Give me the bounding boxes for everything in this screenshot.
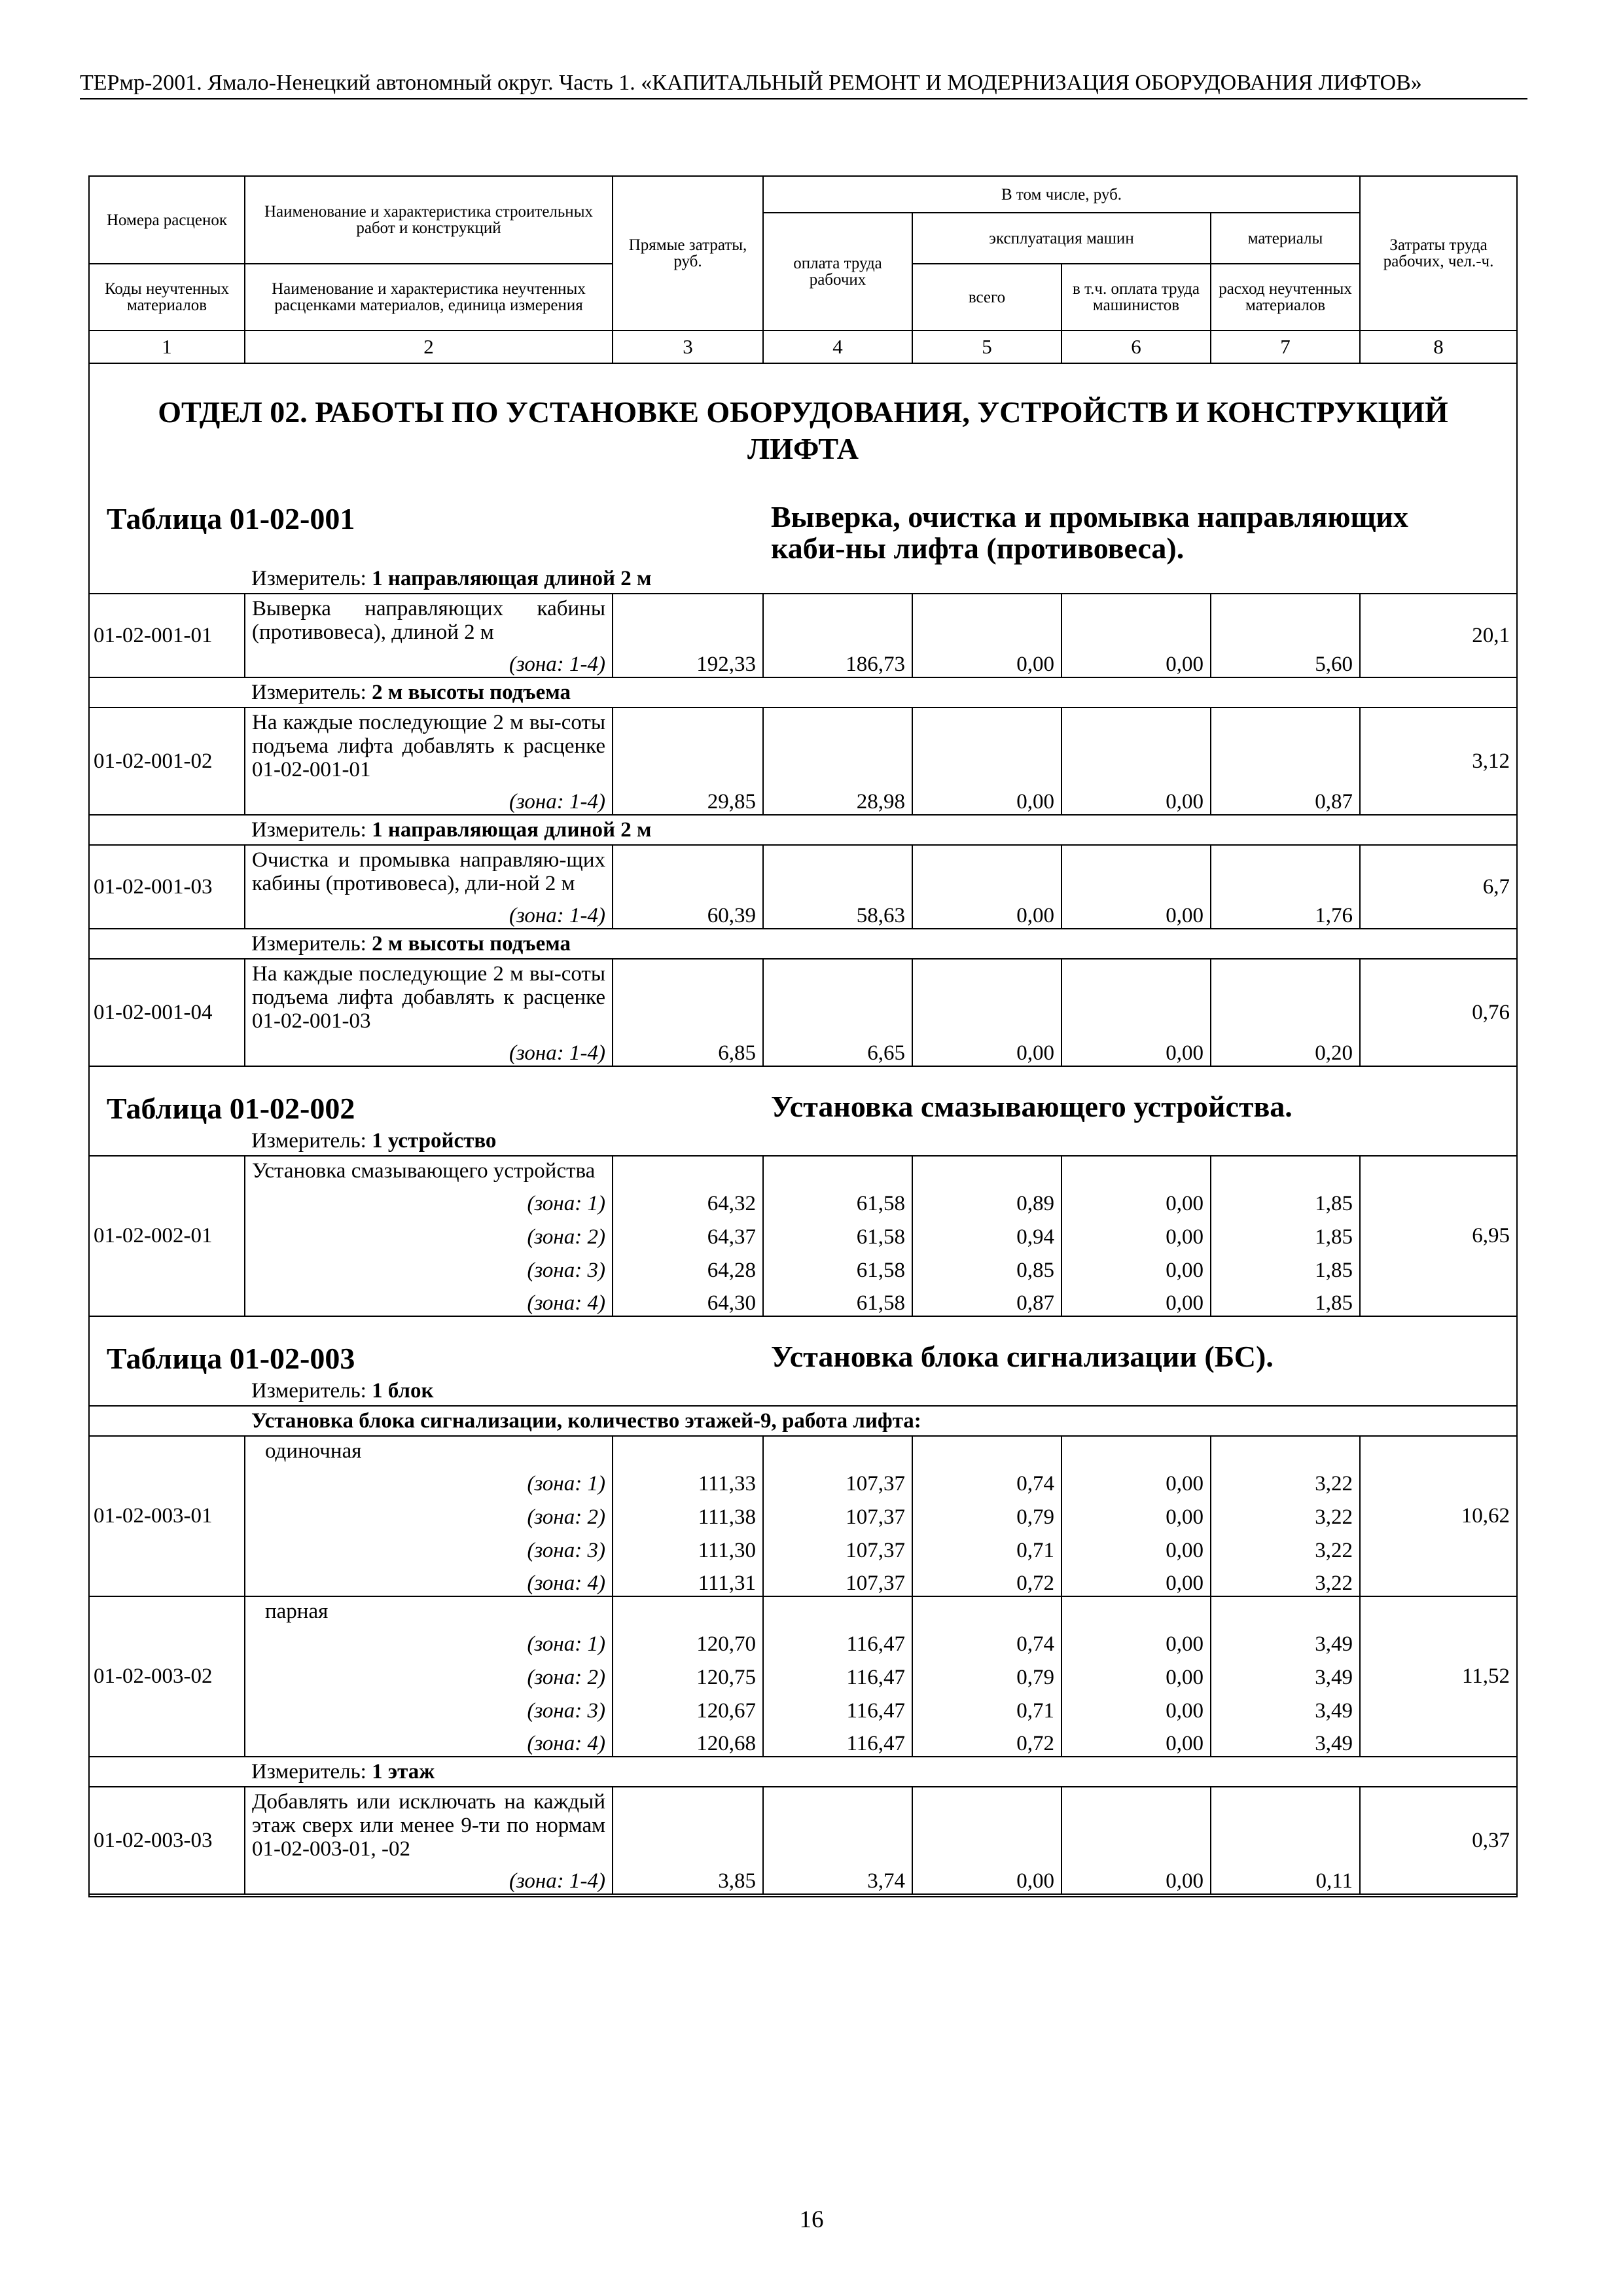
- meter-label: Измеритель:: [251, 818, 372, 842]
- meter-label: Измеритель:: [251, 1129, 372, 1153]
- empty-cell: [1061, 1787, 1211, 1861]
- direct-cost: 111,30: [613, 1530, 763, 1563]
- col-work-name: Наименование и характеристика строительных работ и конструкций: [245, 176, 613, 264]
- meter-value: 2 м высоты подъема: [372, 932, 571, 956]
- machines-labor: 0,00: [1061, 644, 1211, 677]
- meter-value: 2 м высоты подъема: [372, 681, 571, 704]
- zone-label: (зона: 2): [245, 1657, 613, 1690]
- table-title: Установка смазывающего устройства.: [763, 1082, 1517, 1126]
- labor-pay: 107,37: [763, 1530, 912, 1563]
- direct-cost: 192,33: [613, 644, 763, 677]
- meter-value: 1 блок: [372, 1379, 434, 1403]
- rate-code: 01-02-001-04: [89, 959, 245, 1066]
- machines-labor: 0,00: [1061, 1657, 1211, 1690]
- col-materials-unaccounted: расход неучтенных материалов: [1211, 264, 1360, 331]
- direct-cost: 120,67: [613, 1690, 763, 1723]
- rate-code: 01-02-001-03: [89, 845, 245, 929]
- empty-cell: [1061, 594, 1211, 644]
- table-row: [89, 1436, 1517, 1463]
- machines-total: 0,71: [912, 1530, 1061, 1563]
- table-body: [89, 363, 1517, 1897]
- materials-cost: 3,22: [1211, 1496, 1360, 1530]
- table-row: [89, 1156, 1517, 1183]
- column-number: 3: [613, 331, 763, 363]
- zone-label: (зона: 4): [245, 1723, 613, 1757]
- zone-label: (зона: 1-4): [245, 895, 613, 929]
- table-row: [89, 708, 1517, 781]
- empty-cell: [763, 594, 912, 644]
- labor-pay: 116,47: [763, 1657, 912, 1690]
- meter-spacer: [89, 815, 245, 845]
- col-rate-numbers: Номера расценок: [89, 176, 245, 264]
- table-code: Таблица 01-02-003: [89, 1332, 763, 1376]
- meter-value: 1 направляющая длиной 2 м: [372, 818, 652, 842]
- machines-labor: 0,00: [1061, 895, 1211, 929]
- machines-labor: 0,00: [1061, 1216, 1211, 1249]
- col-labor-costs: Затраты труда рабочих, чел.-ч.: [1360, 176, 1517, 331]
- labor-pay: 107,37: [763, 1496, 912, 1530]
- rate-description: Установка смазывающего устройства: [245, 1156, 613, 1183]
- empty-cell: [613, 1596, 763, 1623]
- empty-cell: [1211, 1596, 1360, 1623]
- machines-labor: 0,00: [1061, 1183, 1211, 1216]
- machines-labor: 0,00: [1061, 1563, 1211, 1596]
- labor-pay: 61,58: [763, 1216, 912, 1249]
- zone-row: [89, 644, 1517, 677]
- meter-spacer: [89, 1126, 245, 1156]
- table-row: [89, 845, 1517, 895]
- meter-label: Измеритель:: [251, 1760, 372, 1784]
- direct-cost: 111,31: [613, 1563, 763, 1596]
- col-material-codes: Коды неучтенных материалов: [89, 264, 245, 331]
- table-row: [89, 1787, 1517, 1861]
- zone-row: [89, 1033, 1517, 1066]
- empty-cell: [763, 1436, 912, 1463]
- machines-labor: 0,00: [1061, 1283, 1211, 1316]
- meter-line: [245, 1376, 1517, 1406]
- labor-cost: 10,62: [1360, 1436, 1517, 1596]
- empty-cell: [763, 1596, 912, 1623]
- machines-labor: 0,00: [1061, 781, 1211, 815]
- rate-code: 01-02-003-01: [89, 1436, 245, 1596]
- meter-line: [245, 1757, 1517, 1787]
- zone-row: [89, 1530, 1517, 1563]
- direct-cost: 111,38: [613, 1496, 763, 1530]
- labor-pay: 116,47: [763, 1690, 912, 1723]
- direct-cost: 64,32: [613, 1183, 763, 1216]
- empty-cell: [1211, 708, 1360, 781]
- labor-cost: 6,95: [1360, 1156, 1517, 1316]
- empty-cell: [912, 1436, 1061, 1463]
- zone-row: [89, 1183, 1517, 1216]
- empty-cell: [763, 708, 912, 781]
- empty-cell: [613, 1787, 763, 1861]
- rate-code: 01-02-001-01: [89, 594, 245, 677]
- labor-pay: 116,47: [763, 1723, 912, 1757]
- column-number: 4: [763, 331, 912, 363]
- rate-description: Очистка и промывка направляю-щих кабины (противовеса), дли-ной 2 м: [245, 845, 613, 895]
- table-title: Выверка, очистка и промывка направляющих каби-ны лифта (противовеса).: [763, 492, 1517, 564]
- materials-cost: 1,85: [1211, 1216, 1360, 1249]
- materials-cost: 0,87: [1211, 781, 1360, 815]
- labor-pay: 61,58: [763, 1283, 912, 1316]
- direct-cost: 64,30: [613, 1283, 763, 1316]
- machines-total: 0,00: [912, 895, 1061, 929]
- col-machines: эксплуатация машин: [912, 213, 1211, 264]
- column-number: 1: [89, 331, 245, 363]
- empty-cell: [1061, 708, 1211, 781]
- col-machines-total: всего: [912, 264, 1061, 331]
- empty-cell: [613, 594, 763, 644]
- rates-table: [88, 175, 1518, 1897]
- empty-cell: [1211, 594, 1360, 644]
- meter-label: Измеритель:: [251, 1379, 372, 1403]
- zone-row: [89, 1496, 1517, 1530]
- labor-pay: 107,37: [763, 1563, 912, 1596]
- labor-pay: 6,65: [763, 1033, 912, 1066]
- empty-cell: [912, 1787, 1061, 1861]
- labor-pay: 116,47: [763, 1623, 912, 1657]
- table-code: Таблица 01-02-001: [89, 492, 763, 564]
- zone-label: (зона: 2): [245, 1216, 613, 1249]
- zone-row: [89, 1690, 1517, 1723]
- machines-labor: 0,00: [1061, 1623, 1211, 1657]
- empty-cell: [763, 1156, 912, 1183]
- column-number: 6: [1061, 331, 1211, 363]
- direct-cost: 120,75: [613, 1657, 763, 1690]
- meter-line: [245, 677, 1517, 708]
- labor-pay: 186,73: [763, 644, 912, 677]
- empty-cell: [763, 845, 912, 895]
- zone-row: [89, 895, 1517, 929]
- rate-description: Добавлять или исключать на каждый этаж сверх или менее 9-ти по нормам 01-02-003-01, -02: [245, 1787, 613, 1861]
- section-title: ОТДЕЛ 02. РАБОТЫ ПО УСТАНОВКЕ ОБОРУДОВАНИЯ, УСТРОЙСТВ И КОНСТРУКЦИЙ ЛИФТА: [89, 363, 1517, 492]
- labor-pay: 58,63: [763, 895, 912, 929]
- meter-spacer: [89, 1757, 245, 1787]
- materials-cost: 1,85: [1211, 1249, 1360, 1283]
- meter-label: Измеритель:: [251, 567, 372, 590]
- zone-label: (зона: 3): [245, 1690, 613, 1723]
- zone-label: (зона: 1-4): [245, 644, 613, 677]
- page-header: ТЕРмр-2001. Ямало-Ненецкий автономный округ. Часть 1. «КАПИТАЛЬНЫЙ РЕМОНТ И МОДЕРНИЗАЦИЯ ОБОРУДОВАНИЯ ЛИФТОВ»: [80, 71, 1527, 99]
- labor-pay: 107,37: [763, 1463, 912, 1496]
- col-material-name: Наименование и характеристика неучтенных расценками материалов, единица измерения: [245, 264, 613, 331]
- zone-row: [89, 1216, 1517, 1249]
- zone-label: (зона: 1-4): [245, 1861, 613, 1894]
- rate-description: На каждые последующие 2 м вы-соты подъема лифта добавлять к расценке 01-02-001-01: [245, 708, 613, 781]
- meter-spacer: [89, 929, 245, 959]
- empty-cell: [912, 708, 1061, 781]
- direct-cost: 120,68: [613, 1723, 763, 1757]
- machines-total: 0,79: [912, 1496, 1061, 1530]
- materials-cost: 3,22: [1211, 1530, 1360, 1563]
- materials-cost: 5,60: [1211, 644, 1360, 677]
- empty-cell: [1211, 1156, 1360, 1183]
- zone-row: [89, 1861, 1517, 1894]
- zone-label: (зона: 4): [245, 1563, 613, 1596]
- empty-cell: [613, 708, 763, 781]
- materials-cost: 3,22: [1211, 1563, 1360, 1596]
- meter-line: [245, 929, 1517, 959]
- direct-cost: 64,28: [613, 1249, 763, 1283]
- table-row: [89, 959, 1517, 1033]
- rate-description: парная: [245, 1596, 613, 1623]
- direct-cost: 3,85: [613, 1861, 763, 1894]
- machines-total: 0,00: [912, 1861, 1061, 1894]
- column-number: 2: [245, 331, 613, 363]
- meter-value: 1 устройство: [372, 1129, 497, 1153]
- empty-cell: [613, 1436, 763, 1463]
- machines-total: 0,74: [912, 1463, 1061, 1496]
- machines-total: 0,72: [912, 1563, 1061, 1596]
- machines-total: 0,85: [912, 1249, 1061, 1283]
- zone-label: (зона: 4): [245, 1283, 613, 1316]
- empty-cell: [1061, 1156, 1211, 1183]
- machines-labor: 0,00: [1061, 1249, 1211, 1283]
- machines-total: 0,79: [912, 1657, 1061, 1690]
- empty-cell: [613, 959, 763, 1033]
- column-number: 5: [912, 331, 1061, 363]
- labor-cost: 20,1: [1360, 594, 1517, 677]
- zone-row: [89, 1657, 1517, 1690]
- empty-cell: [912, 594, 1061, 644]
- labor-cost: 3,12: [1360, 708, 1517, 815]
- empty-cell: [763, 1787, 912, 1861]
- machines-total: 0,71: [912, 1690, 1061, 1723]
- zone-label: (зона: 1-4): [245, 1033, 613, 1066]
- zone-row: [89, 1563, 1517, 1596]
- zone-row: [89, 1283, 1517, 1316]
- empty-cell: [1211, 1436, 1360, 1463]
- machines-total: 0,94: [912, 1216, 1061, 1249]
- machines-total: 0,72: [912, 1723, 1061, 1757]
- col-materials: материалы: [1211, 213, 1360, 264]
- machines-labor: 0,00: [1061, 1861, 1211, 1894]
- col-labor-pay: оплата труда рабочих: [763, 213, 912, 331]
- machines-labor: 0,00: [1061, 1723, 1211, 1757]
- meter-value: 1 этаж: [372, 1760, 435, 1784]
- materials-cost: 3,22: [1211, 1463, 1360, 1496]
- empty-cell: [912, 1156, 1061, 1183]
- zone-label: (зона: 3): [245, 1530, 613, 1563]
- zone-label: (зона: 2): [245, 1496, 613, 1530]
- rate-description: На каждые последующие 2 м вы-соты подъема лифта добавлять к расценке 01-02-001-03: [245, 959, 613, 1033]
- table-spacer: [89, 1894, 1517, 1897]
- zone-label: (зона: 3): [245, 1249, 613, 1283]
- subheader-line: Установка блока сигнализации, количество этажей-9, работа лифта:: [245, 1406, 1517, 1436]
- rate-code: 01-02-002-01: [89, 1156, 245, 1316]
- machines-total: 0,00: [912, 1033, 1061, 1066]
- labor-cost: 0,37: [1360, 1787, 1517, 1894]
- zone-row: [89, 1723, 1517, 1757]
- empty-cell: [912, 1596, 1061, 1623]
- meter-spacer: [89, 677, 245, 708]
- empty-cell: [1061, 1596, 1211, 1623]
- labor-pay: 61,58: [763, 1183, 912, 1216]
- rate-code: 01-02-003-02: [89, 1596, 245, 1757]
- meter-value: 1 направляющая длиной 2 м: [372, 567, 652, 590]
- machines-labor: 0,00: [1061, 1530, 1211, 1563]
- col-machines-labor: в т.ч. оплата труда машинистов: [1061, 264, 1211, 331]
- empty-cell: [1061, 1436, 1211, 1463]
- meter-line: [245, 815, 1517, 845]
- subheader-spacer: [89, 1406, 245, 1436]
- labor-pay: 28,98: [763, 781, 912, 815]
- materials-cost: 1,85: [1211, 1183, 1360, 1216]
- table-spacer: [89, 1066, 1517, 1082]
- materials-cost: 1,76: [1211, 895, 1360, 929]
- materials-cost: 3,49: [1211, 1723, 1360, 1757]
- table-row: [89, 594, 1517, 644]
- col-direct-costs: Прямые затраты, руб.: [613, 176, 763, 331]
- meter-label: Измеритель:: [251, 681, 372, 704]
- empty-cell: [763, 959, 912, 1033]
- rate-description: одиночная: [245, 1436, 613, 1463]
- rate-description: Выверка направляющих кабины (противовеса), длиной 2 м: [245, 594, 613, 644]
- materials-cost: 3,49: [1211, 1623, 1360, 1657]
- direct-cost: 60,39: [613, 895, 763, 929]
- labor-cost: 0,76: [1360, 959, 1517, 1066]
- direct-cost: 64,37: [613, 1216, 763, 1249]
- meter-spacer: [89, 1376, 245, 1406]
- zone-row: [89, 1463, 1517, 1496]
- empty-cell: [1061, 959, 1211, 1033]
- rate-code: 01-02-003-03: [89, 1787, 245, 1894]
- machines-total: 0,89: [912, 1183, 1061, 1216]
- machines-labor: 0,00: [1061, 1463, 1211, 1496]
- empty-cell: [912, 845, 1061, 895]
- zone-row: [89, 781, 1517, 815]
- column-number: 7: [1211, 331, 1360, 363]
- empty-cell: [912, 959, 1061, 1033]
- materials-cost: 0,11: [1211, 1861, 1360, 1894]
- machines-labor: 0,00: [1061, 1496, 1211, 1530]
- table-title: Установка блока сигнализации (БС).: [763, 1332, 1517, 1376]
- empty-cell: [613, 1156, 763, 1183]
- empty-cell: [1211, 959, 1360, 1033]
- page-number: 16: [799, 2206, 824, 2233]
- zone-row: [89, 1249, 1517, 1283]
- meter-line: [245, 564, 1517, 594]
- zone-label: (зона: 1): [245, 1463, 613, 1496]
- empty-cell: [1211, 1787, 1360, 1861]
- zone-label: (зона: 1): [245, 1183, 613, 1216]
- machines-total: 0,00: [912, 644, 1061, 677]
- direct-cost: 29,85: [613, 781, 763, 815]
- column-number: 8: [1360, 331, 1517, 363]
- zone-label: (зона: 1-4): [245, 781, 613, 815]
- empty-cell: [1061, 845, 1211, 895]
- zone-row: [89, 1623, 1517, 1657]
- table-code: Таблица 01-02-002: [89, 1082, 763, 1126]
- materials-cost: 1,85: [1211, 1283, 1360, 1316]
- direct-cost: 111,33: [613, 1463, 763, 1496]
- labor-pay: 3,74: [763, 1861, 912, 1894]
- meter-spacer: [89, 564, 245, 594]
- materials-cost: 0,20: [1211, 1033, 1360, 1066]
- machines-total: 0,74: [912, 1623, 1061, 1657]
- col-including: В том числе, руб.: [763, 176, 1360, 213]
- labor-pay: 61,58: [763, 1249, 912, 1283]
- machines-labor: 0,00: [1061, 1033, 1211, 1066]
- machines-total: 0,87: [912, 1283, 1061, 1316]
- machines-labor: 0,00: [1061, 1690, 1211, 1723]
- empty-cell: [1211, 845, 1360, 895]
- machines-total: 0,00: [912, 781, 1061, 815]
- meter-line: [245, 1126, 1517, 1156]
- rate-code: 01-02-001-02: [89, 708, 245, 815]
- table-spacer: [89, 1316, 1517, 1332]
- zone-label: (зона: 1): [245, 1623, 613, 1657]
- empty-cell: [613, 845, 763, 895]
- materials-cost: 3,49: [1211, 1690, 1360, 1723]
- meter-label: Измеритель:: [251, 932, 372, 956]
- materials-cost: 3,49: [1211, 1657, 1360, 1690]
- labor-cost: 6,7: [1360, 845, 1517, 929]
- direct-cost: 120,70: [613, 1623, 763, 1657]
- table-row: [89, 1596, 1517, 1623]
- labor-cost: 11,52: [1360, 1596, 1517, 1757]
- direct-cost: 6,85: [613, 1033, 763, 1066]
